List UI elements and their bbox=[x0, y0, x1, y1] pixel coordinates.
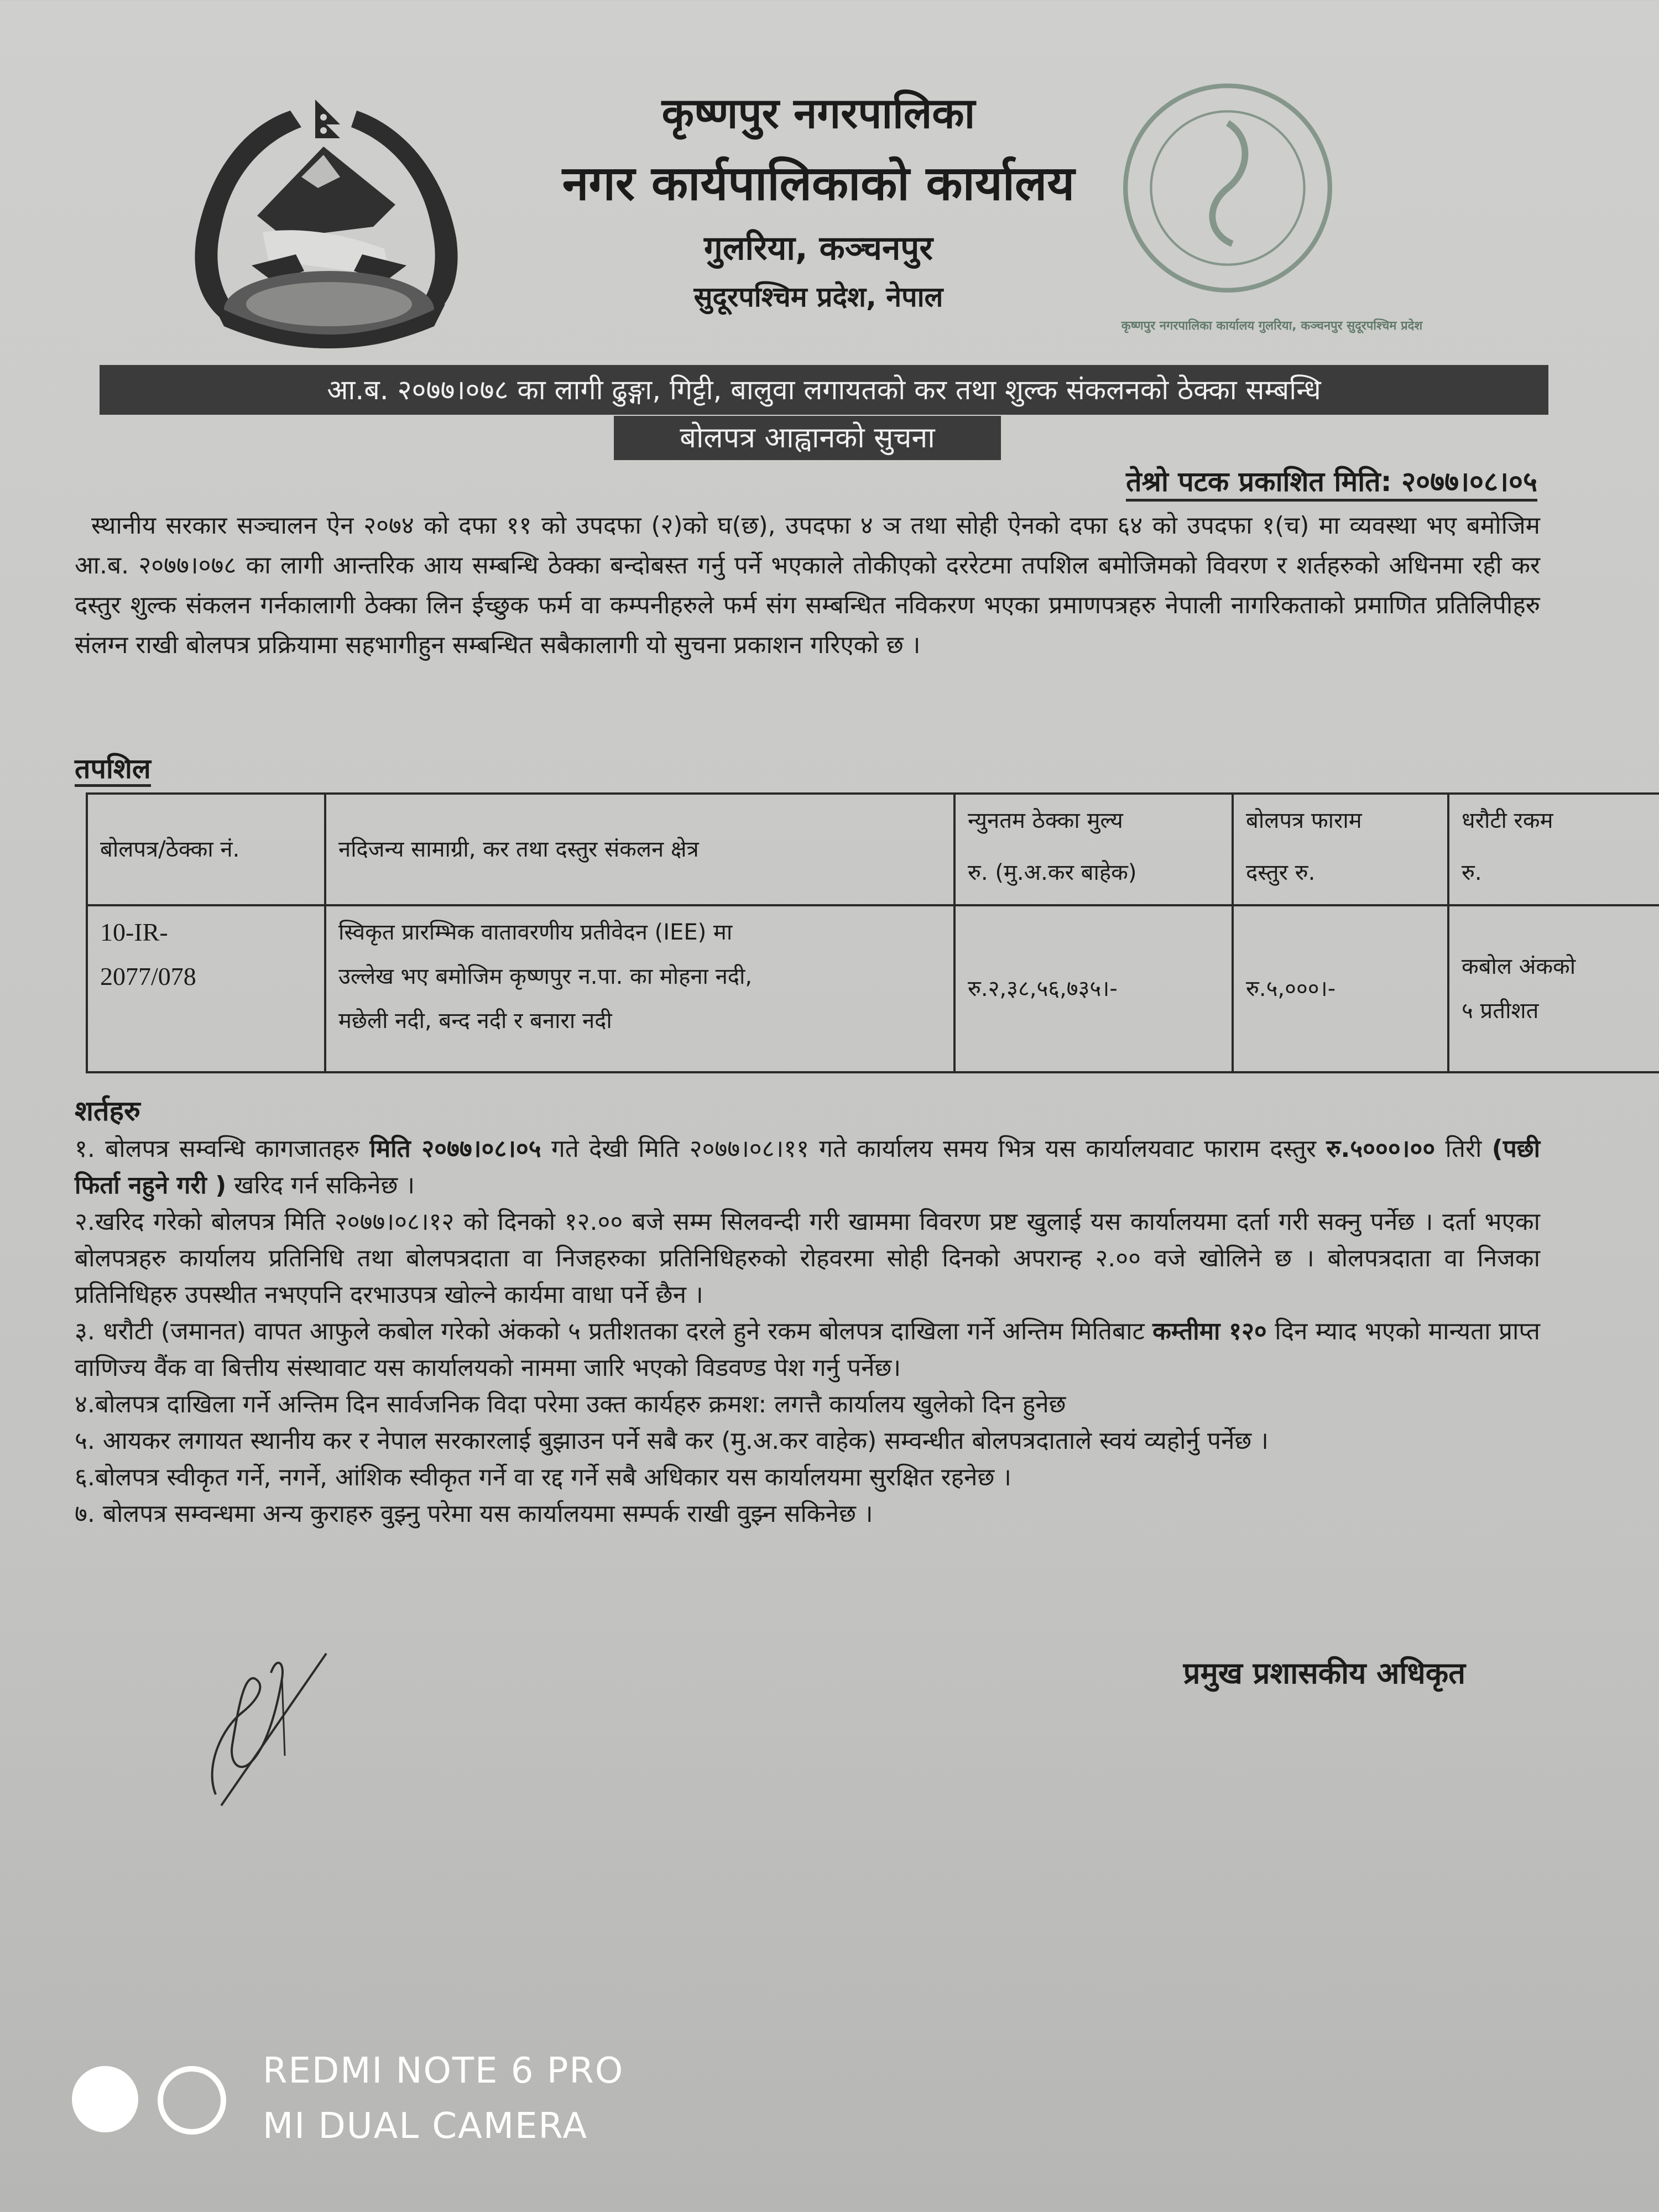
condition-text: खरिद गर्न सकिनेछ । bbox=[226, 1171, 415, 1199]
column-header-text: बोलपत्र फाराम bbox=[1246, 808, 1362, 833]
camera-watermark-model: REDMI NOTE 6 PRO bbox=[263, 2051, 624, 2091]
cell-text: स्विकृत प्रारम्भिक वातावरणीय प्रतीवेदन (IEE) मा bbox=[338, 920, 733, 945]
cell-text: 2077/078 bbox=[100, 962, 196, 990]
cell-text: रु.२,३८,५६,७३५।- bbox=[968, 976, 1118, 1001]
cell-text: कबोल अंकको bbox=[1462, 954, 1576, 979]
column-header-min-value bbox=[954, 794, 1233, 905]
table-header-row bbox=[87, 794, 1659, 905]
published-date bbox=[940, 463, 1537, 500]
column-header-deposit bbox=[1448, 794, 1659, 905]
condition-bold-text: (पछी फिर्ता नहुने गरी ) bbox=[75, 1135, 1540, 1199]
cell-min-value bbox=[954, 905, 1233, 1072]
condition-1 bbox=[75, 1131, 1540, 1204]
column-header-contract-no bbox=[87, 794, 325, 905]
camera-dot-ring-icon bbox=[158, 2066, 226, 2135]
notice-title-line2: बोलपत्र आह्वानको सुचना bbox=[614, 416, 1001, 460]
column-header-subtext: दस्तुर रु. bbox=[1246, 860, 1316, 885]
condition-text: ३. धरौटी (जमानत) वापत आफुले कबोल गरेको अंकको ५ प्रतीशतका दरले हुने रकम बोलपत्र दाखिला गर्ने अन्तिम मितिबाट bbox=[75, 1317, 1153, 1345]
condition-bold-text: मिति २०७७।०८।०५ bbox=[369, 1135, 541, 1163]
cell-area bbox=[325, 905, 954, 1072]
stamp-text: कृष्णपुर नगरपालिका कार्यालय गुलरिया, कञ्चनपुर सुदूरपश्चिम प्रदेश bbox=[1121, 319, 1423, 333]
conditions-list bbox=[75, 1131, 1540, 1532]
column-header-text: नदिजन्य सामाग्री, कर तथा दस्तुर संकलन क्षेत्र bbox=[338, 837, 699, 862]
municipality-name: कृष्णपुर नगरपालिका bbox=[661, 88, 975, 138]
condition-bold-text: रु.५०००।०० bbox=[1326, 1135, 1436, 1163]
column-header-text: बोलपत्र/ठेक्का नं. bbox=[100, 837, 240, 862]
cell-text: ५ प्रतीशत bbox=[1462, 998, 1539, 1024]
cell-deposit bbox=[1448, 905, 1659, 1072]
condition-5: ५. आयकर लगायत स्थानीय कर र नेपाल सरकारलाई बुझाउन पर्ने सबै कर (मु.अ.कर वाहेक) सम्वन्धीत बोलपत्रदाताले स्वयं व्यहोर्नु पर्नेछ । bbox=[75, 1427, 1269, 1455]
condition-text: गते देखी मिति २०७७।०८।११ गते कार्यालय समय भित्र यस कार्यालयवाट फाराम दस्तुर bbox=[541, 1135, 1327, 1163]
conditions-heading: शर्तहरु bbox=[75, 1095, 140, 1127]
column-header-text: धरौटी रकम bbox=[1462, 808, 1553, 833]
condition-7: ७. बोलपत्र सम्वन्धमा अन्य कुराहरु वुझ्नु परेमा यस कार्यालयमा सम्पर्क राखी वुझ्न सकिनेछ । bbox=[75, 1500, 873, 1528]
notice-title-line1: आ.ब. २०७७।०७८ का लागी ढुङ्गा, गिट्टी, बालुवा लगायतको कर तथा शुल्क संकलनको ठेक्का सम्बन्धि bbox=[100, 365, 1548, 415]
column-header-subtext: रु. bbox=[1462, 860, 1482, 885]
cell-form-fee bbox=[1233, 905, 1448, 1072]
table-row bbox=[87, 905, 1659, 1072]
cell-text: रु.५,०००।- bbox=[1246, 976, 1336, 1001]
published-date-text: तेश्रो पटक प्रकाशित मिति: २०७७।०८।०५ bbox=[1126, 466, 1537, 502]
schedule-table bbox=[86, 792, 1659, 1073]
condition-6: ६.बोलपत्र स्वीकृत गर्ने, नगर्ने, आंशिक स्वीकृत गर्ने वा रद्द गर्ने सबै अधिकार यस कार्यालयमा सुरक्षित रहनेछ । bbox=[75, 1463, 1011, 1491]
column-header-area bbox=[325, 794, 954, 905]
condition-3 bbox=[75, 1313, 1540, 1386]
coat-of-arms-emblem bbox=[174, 94, 484, 359]
office-location: गुलरिया, कञ्चनपुर bbox=[704, 229, 933, 268]
schedule-heading: तपशिल bbox=[75, 753, 151, 787]
condition-4: ४.बोलपत्र दाखिला गर्ने अन्तिम दिन सार्वजनिक विदा परेमा उक्त कार्यहरु क्रमश: लगत्तै कार्यालय खुलेको दिन हुनेछ bbox=[75, 1390, 1066, 1418]
office-province: सुदूरपश्चिम प्रदेश, नेपाल bbox=[693, 281, 943, 313]
signatory-title: प्रमुख प्रशासकीय अधिकृत bbox=[1183, 1656, 1465, 1691]
column-header-subtext: रु. (मु.अ.कर बाहेक) bbox=[968, 860, 1137, 885]
column-header-text: न्युनतम ठेक्का मुल्य bbox=[968, 808, 1123, 833]
office-name: नगर कार्यपालिकाको कार्यालय bbox=[562, 156, 1075, 211]
column-header-form-fee bbox=[1233, 794, 1448, 905]
camera-watermark-label: MI DUAL CAMERA bbox=[263, 2106, 588, 2147]
cell-text: उल्लेख भए बमोजिम कृष्णपुर न.पा. का मोहना नदी, bbox=[338, 964, 753, 989]
handwritten-signature bbox=[199, 1651, 409, 1811]
cell-text: 10-IR- bbox=[100, 918, 168, 946]
intro-paragraph: स्थानीय सरकार सञ्चालन ऐन २०७४ को दफा ११ को उपदफा (२)को घ(छ), उपदफा ४ ञ तथा सोही ऐनको दफा ६४ को उपदफा १(च) मा व्यवस्था भए बमोजिम आ.ब. २०७७।०७८ का लागी आन्तरिक आय सम्बन्धि ठेक्का बन्दोबस्त गर्नु पर्ने भएकाले तोकीएको दररेटमा तपशिल बमोजिमको विवरण र शर्तहरुको अधिनमा रही कर दस्तुर शुल्क संकलन गर्नकालागी ठेक्का लिन ईच्छुक फर्म वा कम्पनीहरुले फर्म संग सम्बन्धित नविकरण भएका प्रमाणपत्रहरु नेपाली नागरिकताको प्रमाणित प्रतिलिपीहरु संलग्न राखी बोलपत्र प्रक्रियामा सहभागीहुन सम्बन्धित सबैकालागी यो सुचना प्रकाशन गरिएको छ । bbox=[75, 512, 1540, 659]
condition-bold-text: कम्तीमा १२० bbox=[1152, 1317, 1267, 1345]
camera-dot-filled-icon bbox=[72, 2066, 138, 2132]
condition-text: दिन म्याद भएको मान्यता प्राप्त वाणिज्य वैंक वा बित्तीय संस्थावाट यस कार्यालयको नाममा जारि भएको विडवण्ड पेश गर्नु पर्नेछ। bbox=[75, 1317, 1541, 1382]
condition-text: तिरी bbox=[1435, 1135, 1492, 1163]
cell-text: मछेली नदी, बन्द नदी र बनारा नदी bbox=[338, 1008, 612, 1034]
cell-contract-no bbox=[87, 905, 325, 1072]
condition-2: २.खरिद गरेको बोलपत्र मिति २०७७।०८।१२ को दिनको १२.०० बजे सम्म सिलवन्दी गरी खाममा विवरण प्रष्ट खुलाई यस कार्यालयमा दर्ता गरी सक्नु पर्नेछ । दर्ता भएका बोलपत्रहरु कार्यालय प्रतिनिधि तथा बोलपत्रदाता वा निजहरुका प्रतिनिधिहरुको रोहवरमा सोही दिनको अपरान्ह २.०० वजे खोलिने छ । बोलपत्रदाता वा निजका प्रतिनिधिहरु उपस्थीत नभएपनि दरभाउपत्र खोल्ने कार्यमा वाधा पर्ने छैन । bbox=[75, 1208, 1540, 1309]
condition-text: १. बोलपत्र सम्वन्धि कागजातहरु bbox=[75, 1135, 370, 1163]
